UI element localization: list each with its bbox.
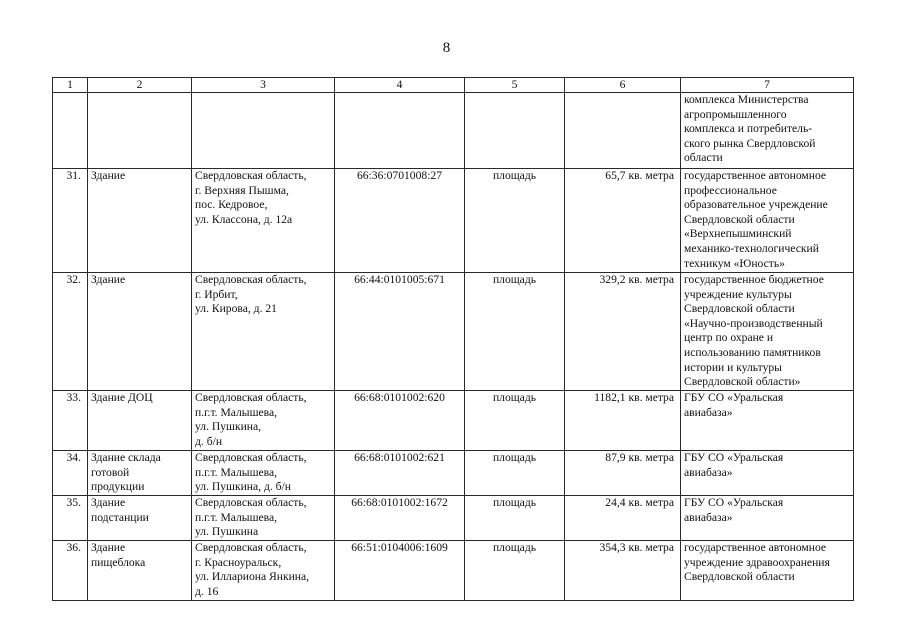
cadastral-number: 66:51:0104006:1609 (335, 541, 465, 601)
row-number: 36. (53, 541, 88, 601)
object-address: Свердловская область, п.г.т. Малышева, ул. Пушкина (192, 496, 335, 541)
row-number (53, 93, 88, 169)
column-header-4: 4 (335, 78, 465, 93)
object-area: 87,9 кв. метра (565, 451, 681, 496)
measure-type: площадь (465, 273, 565, 391)
cadastral-number: 66:68:0101002:1672 (335, 496, 465, 541)
object-address (192, 93, 335, 169)
table-row (53, 169, 854, 273)
table-header-row (53, 78, 854, 93)
right-holder: государственное автономное учреждение здравоохранения Свердловской области (681, 541, 854, 601)
table-row (53, 391, 854, 451)
object-name: Здание (88, 169, 192, 273)
right-holder: ГБУ СО «Уральская авиабаза» (681, 391, 854, 451)
row-number: 32. (53, 273, 88, 391)
page-number: 8 (442, 40, 451, 56)
column-header-7: 7 (681, 78, 854, 93)
measure-type: площадь (465, 169, 565, 273)
object-name: Здание склада готовой продукции (88, 451, 192, 496)
object-address: Свердловская область, п.г.т. Малышева, ул. Пушкина, д. б/н (192, 451, 335, 496)
measure-type (465, 93, 565, 169)
column-header-3: 3 (192, 78, 335, 93)
row-number: 34. (53, 451, 88, 496)
table-row (53, 451, 854, 496)
object-area: 329,2 кв. метра (565, 273, 681, 391)
right-holder: государственное автономное профессиональное образовательное учреждение Свердловской области «Верхнепышминский механико-технологический техникум «Юность» (681, 169, 854, 273)
cadastral-number: 66:68:0101002:620 (335, 391, 465, 451)
object-address: Свердловская область, г. Верхняя Пышма, пос. Кедровое, ул. Классона, д. 12а (192, 169, 335, 273)
table-row (53, 496, 854, 541)
measure-type: площадь (465, 541, 565, 601)
measure-type: площадь (465, 391, 565, 451)
right-holder: комплекса Министерства агропромышленного комплекса и потребитель- ского рынка Свердловской области (681, 93, 854, 169)
object-name: Здание (88, 273, 192, 391)
table-row (53, 541, 854, 601)
object-address: Свердловская область, г. Ирбит, ул. Кирова, д. 21 (192, 273, 335, 391)
right-holder: государственное бюджетное учреждение культуры Свердловской области «Научно-производственный центр по охране и использованию памятников истории и культуры Свердловской области» (681, 273, 854, 391)
row-number: 31. (53, 169, 88, 273)
column-header-6: 6 (565, 78, 681, 93)
column-header-5: 5 (465, 78, 565, 93)
right-holder: ГБУ СО «Уральская авиабаза» (681, 451, 854, 496)
object-name: Здание пищеблока (88, 541, 192, 601)
right-holder: ГБУ СО «Уральская авиабаза» (681, 496, 854, 541)
table-row (53, 93, 854, 169)
column-header-1: 1 (53, 78, 88, 93)
object-area: 24,4 кв. метра (565, 496, 681, 541)
cadastral-number: 66:44:0101005:671 (335, 273, 465, 391)
cadastral-number (335, 93, 465, 169)
measure-type: площадь (465, 496, 565, 541)
column-header-2: 2 (88, 78, 192, 93)
cadastral-number: 66:36:0701008:27 (335, 169, 465, 273)
object-area: 354,3 кв. метра (565, 541, 681, 601)
row-number: 35. (53, 496, 88, 541)
object-name: Здание ДОЦ (88, 391, 192, 451)
object-address: Свердловская область, п.г.т. Малышева, ул. Пушкина, д. б/н (192, 391, 335, 451)
measure-type: площадь (465, 451, 565, 496)
row-number: 33. (53, 391, 88, 451)
table-row (53, 273, 854, 391)
property-table (52, 77, 854, 601)
object-area (565, 93, 681, 169)
object-name (88, 93, 192, 169)
object-address: Свердловская область, г. Красноуральск, ул. Иллариона Янкина, д. 16 (192, 541, 335, 601)
cadastral-number: 66:68:0101002:621 (335, 451, 465, 496)
object-area: 65,7 кв. метра (565, 169, 681, 273)
object-name: Здание подстанции (88, 496, 192, 541)
object-area: 1182,1 кв. метра (565, 391, 681, 451)
